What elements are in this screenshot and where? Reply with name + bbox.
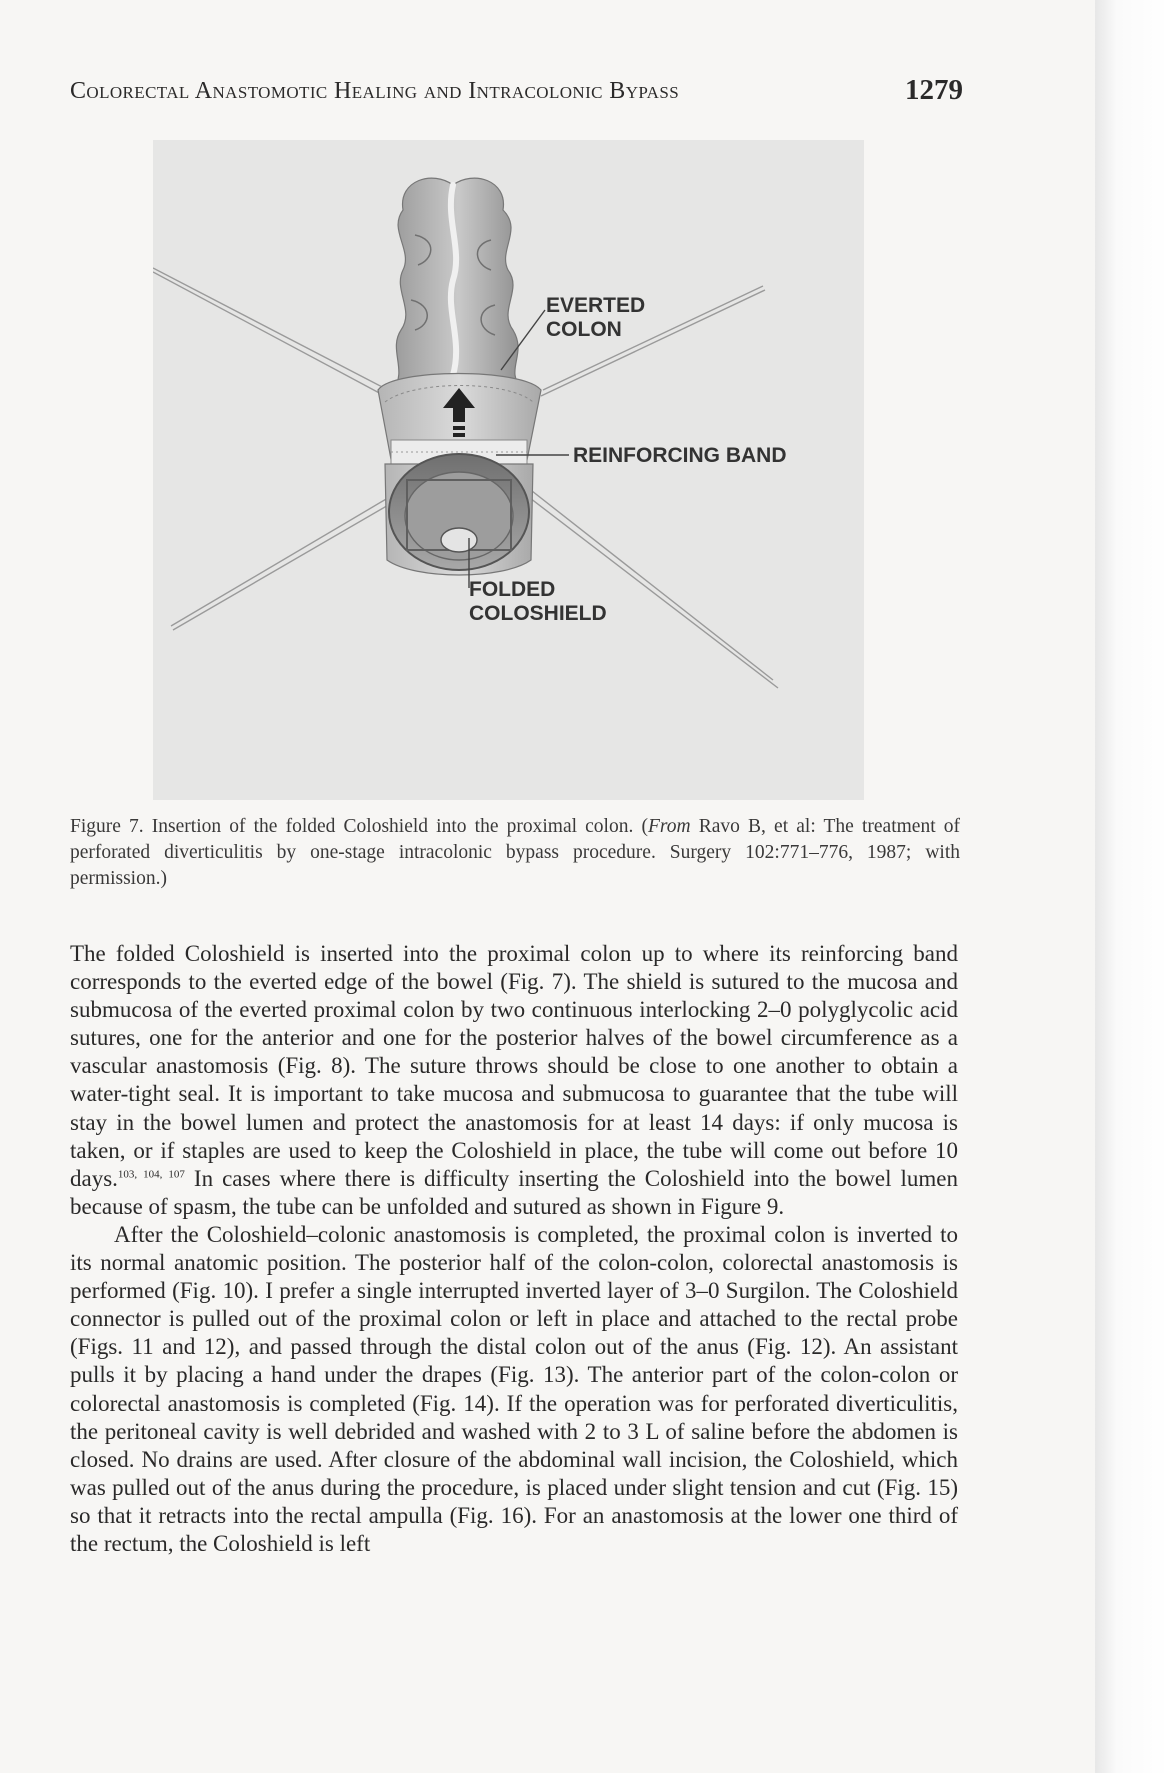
everted-colon-shape <box>393 178 523 390</box>
label-reinforcing-band: REINFORCING BAND <box>573 444 787 467</box>
paragraph-1-text-b: In cases where there is difficulty inserting the Coloshield into the bowel lumen because of spasm, the tube can be unfolded and sutured as shown in Figure 9. <box>70 1165 959 1219</box>
running-title: Colorectal Anastomotic Healing and Intracolonic Bypass <box>70 78 680 104</box>
coloshield-tube-shape <box>378 374 541 576</box>
body-text <box>70 940 958 1558</box>
label-everted-colon-line1: EVERTED <box>546 294 646 317</box>
caption-suffix: Ravo B, et al: The treatment of perforated diverticulitis by one-stage intracolonic bypass procedure. Surgery 102:771–776, 1987; with permission.) <box>70 816 960 889</box>
page-edge <box>1095 0 1168 1773</box>
paragraph-1-text-a: The folded Coloshield is inserted into the proximal colon up to where its reinforcing band corresponds to the everted edge of the bowel (Fig. 7). The shield is sutured to the mucosa and submucosa of the everted proximal colon by two continuous interlocking 2–0 polyglycolic acid sutures, one for the anterior and one for the posterior halves of the bowel circumference as a vascular anastomosis (Fig. 8). The suture throws should be close to one another to obtain a water-tight seal. It is important to take mucosa and submucosa to guarantee that the tube will stay in the bowel lumen and protect the anastomosis for at least 14 days: if only mucosa is taken, or if staples are used to keep the Coloshield in place, the tube will come out before 10 days. <box>70 941 958 1191</box>
label-everted-colon-line2: COLON <box>546 318 622 341</box>
figure-caption <box>70 814 960 892</box>
label-folded-coloshield-line1: FOLDED <box>469 578 556 601</box>
reference-superscript: 103, 104, 107 <box>117 1168 185 1181</box>
coloshield-diagram <box>153 140 864 800</box>
running-head <box>70 74 963 110</box>
paragraph-2: After the Coloshield–colonic anastomosis is completed, the proximal colon is inverted to its normal anatomic position. The posterior half of the colon-colon, colorectal anastomosis is performed (Fig. 10). I prefer a single interrupted inverted layer of 3–0 Surgilon. The Coloshield connector is pulled out of the proximal colon or left in place and attached to the rectal probe (Figs. 11 and 12), and passed through the distal colon out of the anus (Fig. 12). An assistant pulls it by placing a hand under the drapes (Fig. 13). The anterior part of the colon-colon or colorectal anastomosis is completed (Fig. 14). If the operation was for perforated diverticulitis, the peritoneal cavity is well debrided and washed with 2 to 3 L of saline before the abdomen is closed. No drains are used. After closure of the abdominal wall incision, the Coloshield, which was pulled out of the anus during the procedure, is placed under slight tension and cut (Fig. 15) so that it retracts into the rectal ampulla (Fig. 16). For an anastomosis at the lower one third of the rectum, the Coloshield is left <box>70 1221 958 1556</box>
caption-prefix: Figure 7. Insertion of the folded Coloshield into the proximal colon. ( <box>70 816 648 837</box>
caption-from: From <box>647 816 691 837</box>
page-number: 1279 <box>905 74 963 106</box>
paragraph-1 <box>70 940 958 1221</box>
label-folded-coloshield-line2: COLOSHIELD <box>469 602 607 625</box>
figure-7-illustration <box>153 140 864 800</box>
